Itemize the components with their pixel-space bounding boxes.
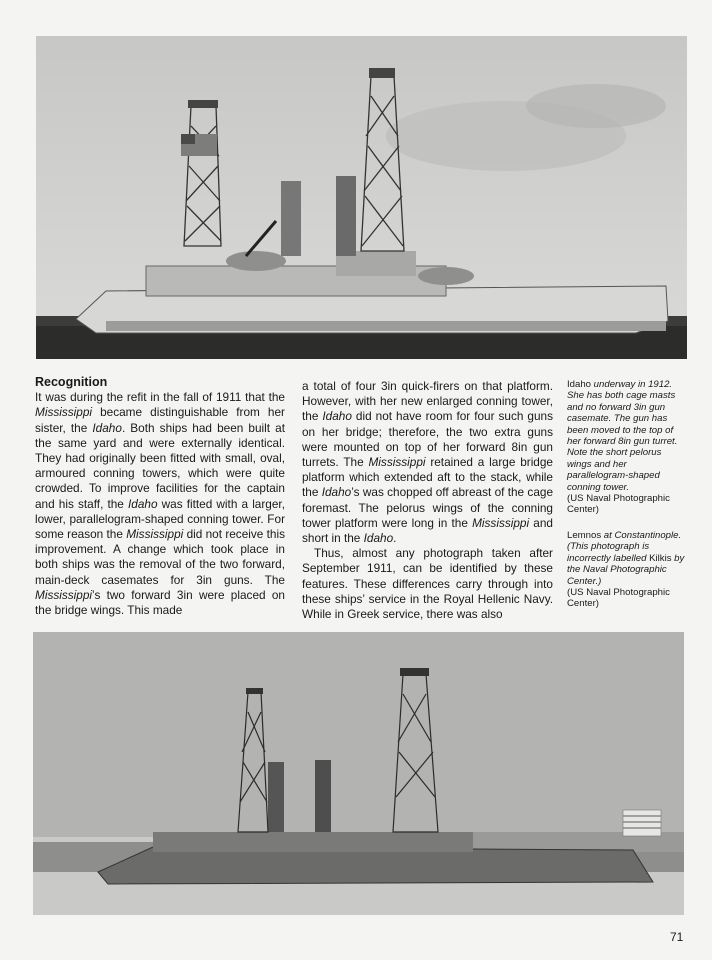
bottom-photo-lemnos bbox=[33, 632, 684, 915]
captions-column bbox=[567, 379, 687, 624]
article-column-1 bbox=[35, 375, 285, 618]
paragraph: It was during the refit in the fall of 1911 that the Mississippi became distinguishable from her sister, the Idaho. Both ships had been built at the same yard and were externally identical. They had originally been fitted with small, oval, armoured conning towers, which were quite crowded. To improve facilities for the captain and his staff, the Idaho was fitted with a larger, lower, parallelogram-shaped conning tower. For some reason the Mississippi did not receive this improvement. A change which took place in both ships was the removal of the two forward, main-deck casemates for 3in guns. The Mississippi’s two forward 3in were placed on the bridge wings. This made bbox=[35, 390, 286, 618]
paragraph: Thus, almost any photograph taken after September 1911, can be identified by these features. These differences carry through into these ships’ service in the Royal Hellenic Navy. While in Greek service, there was also bbox=[302, 546, 553, 622]
page-number: 71 bbox=[670, 930, 684, 944]
article-column-2 bbox=[302, 379, 553, 622]
caption-bottom-photo: Lemnos at Constantinople. (This photograph is incorrectly labelled Kilkis by the Naval Photographic Center.) (US Naval Photographic Center) bbox=[567, 529, 685, 610]
section-heading: Recognition bbox=[35, 375, 108, 389]
top-photo-idaho bbox=[36, 36, 687, 359]
battleship-photo-icon bbox=[36, 36, 687, 359]
caption-top-photo: Idaho underway in 1912. She has both cage masts and no forward 3in gun casemate. The gun has been moved to the top of her forward 8in gun turret. Note the short pelorus wings and her parallelogram-shaped conning tower. (US Naval Photographic Center) bbox=[567, 379, 678, 516]
paragraph: a total of four 3in quick-firers on that platform. However, with her new enlarged conning tower, the Idaho did not have room for four such guns on her bridge; therefore, the two extra guns were mounted on top of her forward 8in gun turrets. The Mississippi retained a large bridge platform which extended aft to the stack, while the Idaho’s was chopped off abreast of the cage foremast. The pelorus wings of the conning tower platform were long in the Mississippi and short in the Idaho. bbox=[302, 379, 554, 546]
battleship-photo-icon bbox=[33, 632, 684, 915]
